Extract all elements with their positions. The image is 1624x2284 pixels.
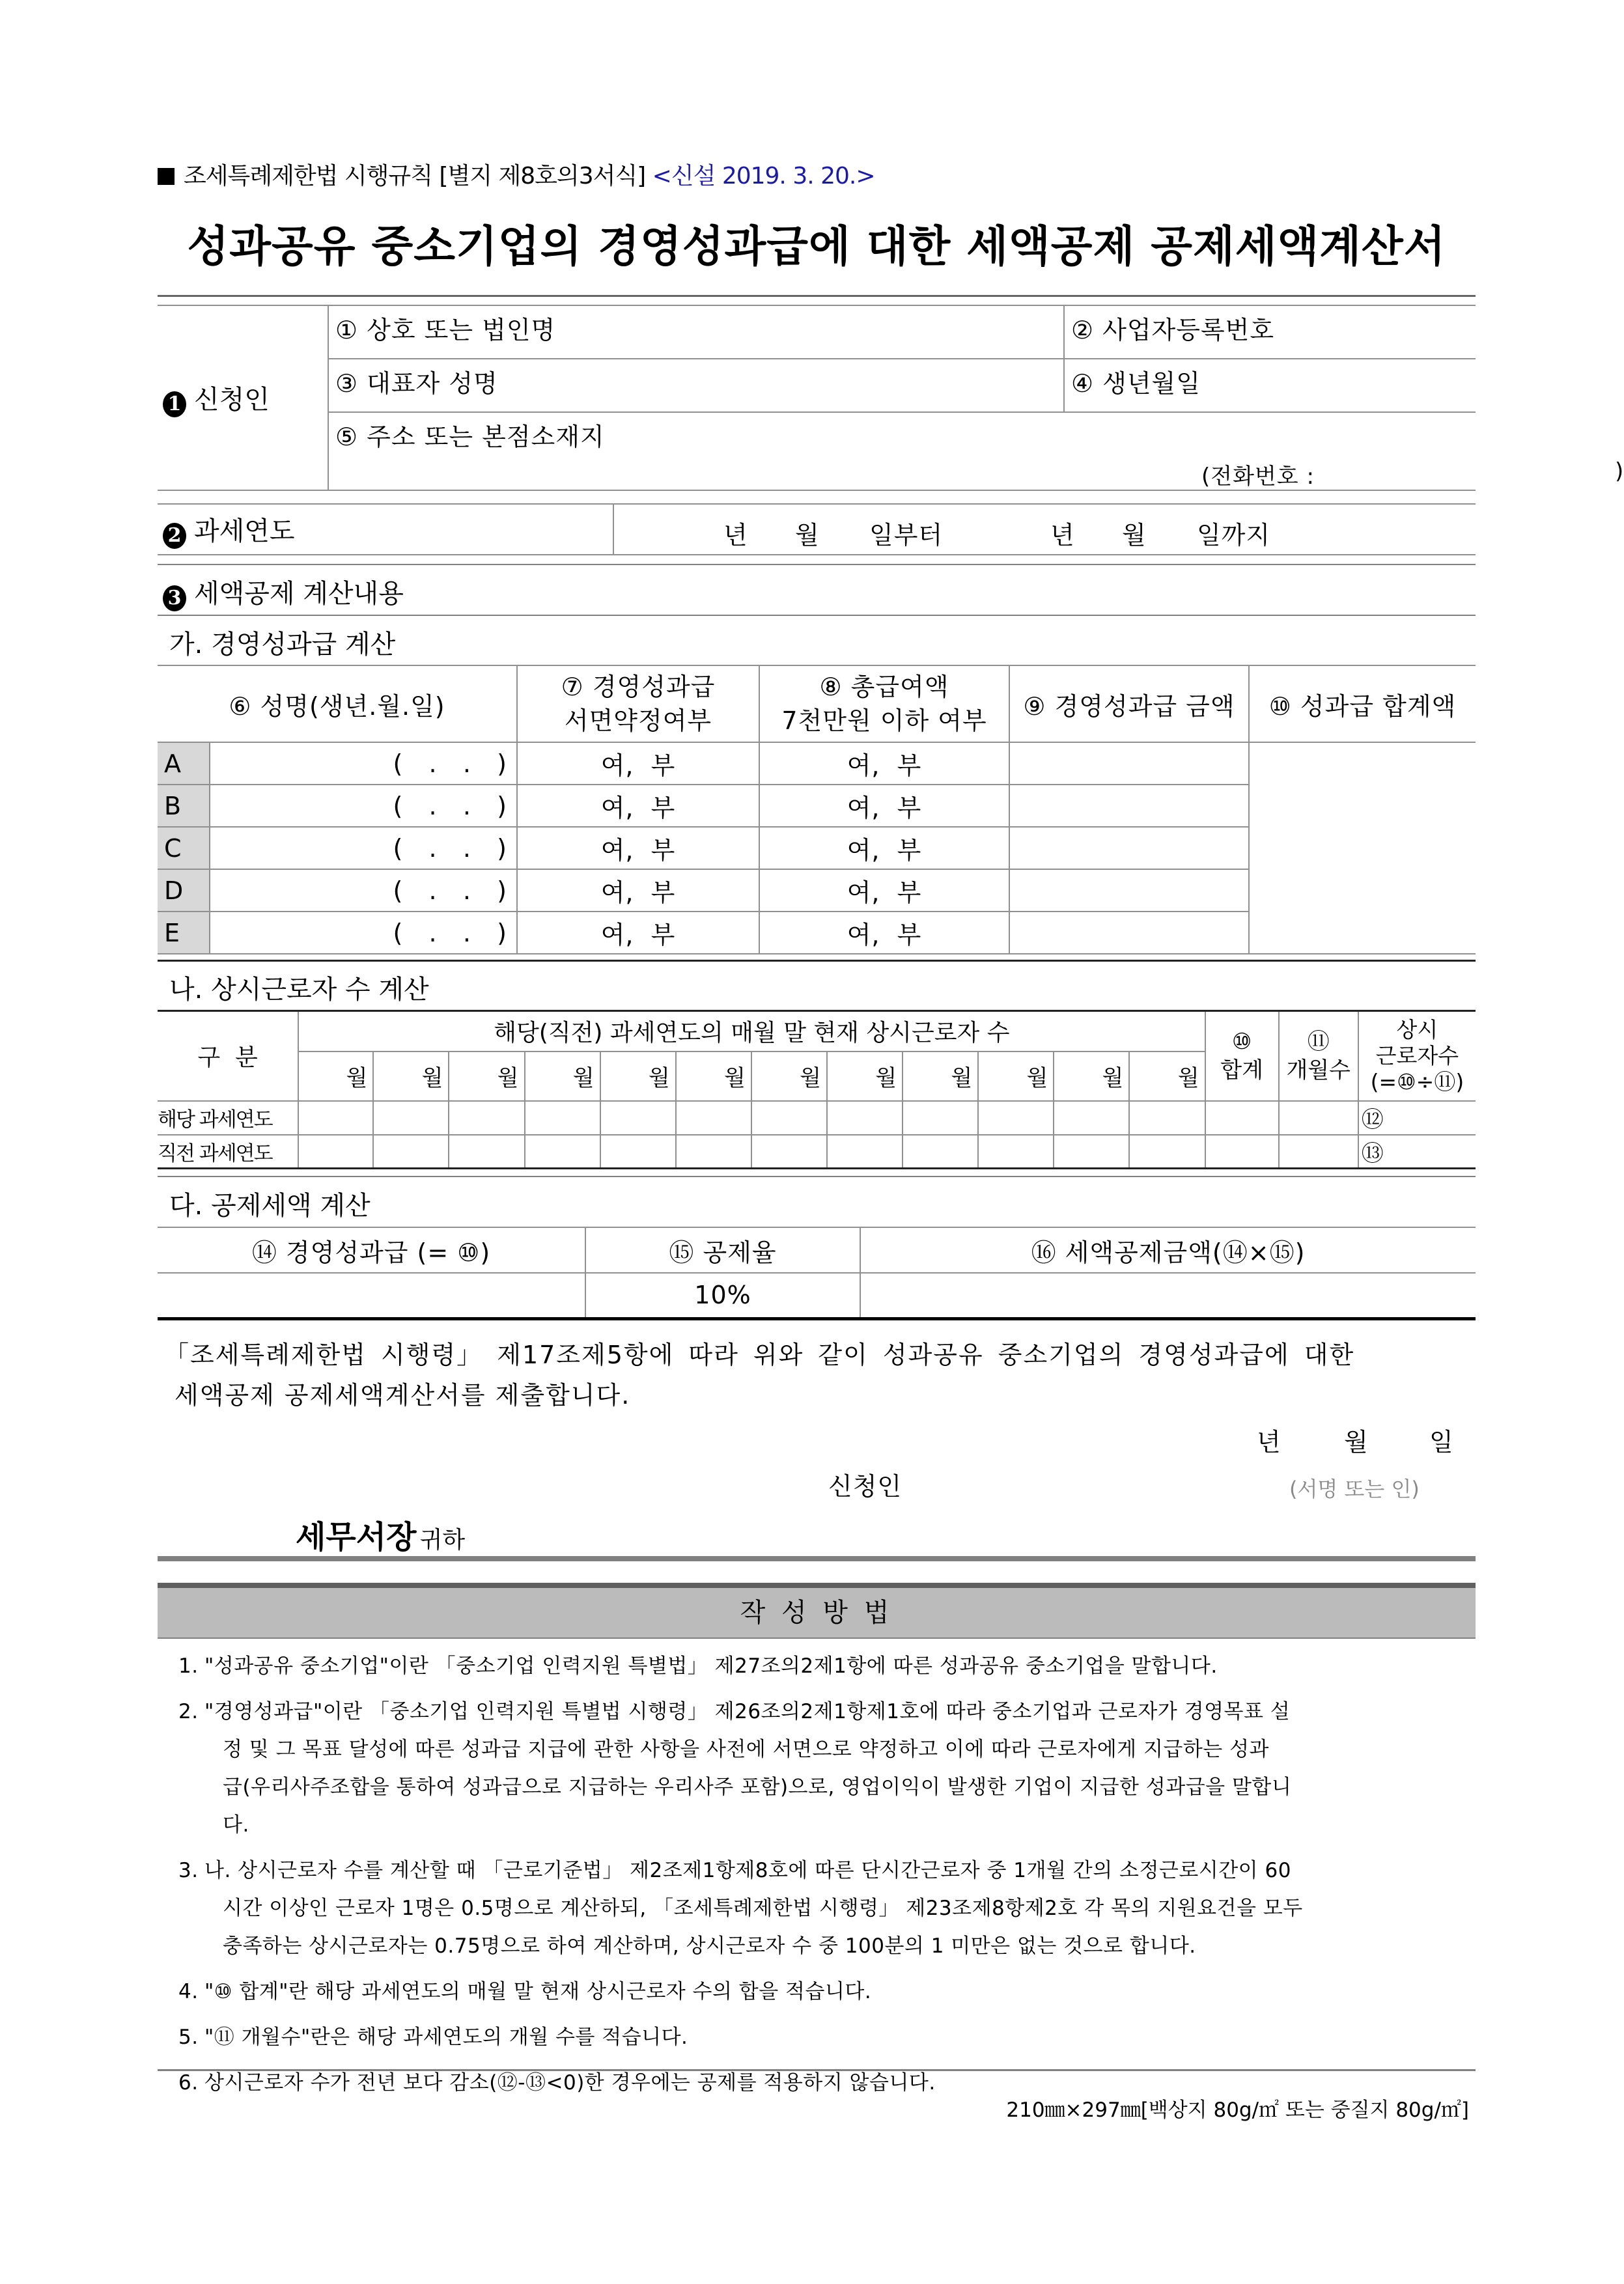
salary-threshold-cell[interactable]: 여, 부 [759,827,1009,869]
salary-threshold-cell[interactable]: 여, 부 [759,785,1009,827]
business-reg-number-field[interactable] [1064,305,1476,359]
employee-count-table [158,1010,1476,1169]
total-cell[interactable] [1205,1101,1279,1135]
applicant-label: 신청인 [194,384,270,415]
bonus-amount-cell[interactable] [1009,827,1249,869]
avg-employees-header-line3: (=⑩÷⑪) [1370,1068,1464,1094]
months-header-label: 개월수 [1286,1057,1351,1083]
row-id: B [158,785,210,827]
instruction-number: 2. [178,1700,199,1723]
to-year-label: 년 [1050,521,1075,550]
avg-employees-ref: ⑫ [1361,1107,1384,1133]
bonus-amount-cell[interactable] [1009,912,1249,954]
name-birth-cell[interactable]: ( . . ) [210,869,517,912]
month-cell[interactable] [676,1135,751,1169]
bonus-total-cell[interactable] [1249,742,1476,954]
section3-rule [158,615,1476,616]
salary-threshold-header-line2: 7천만원 이하 여부 [781,706,987,735]
monthly-count-header: 해당(직전) 과세연도의 매월 말 현재 상시근로자 수 [298,1011,1205,1051]
month-header: 월 [1129,1051,1205,1101]
row-id: A [158,742,210,785]
amendment-date: <신설 2019. 3. 20.> [652,163,875,189]
phone-close-paren: ) [1615,458,1624,484]
month-header: 월 [903,1051,978,1101]
month-cell[interactable] [600,1135,676,1169]
avg-employees-header-line1: 상시 [1396,1016,1438,1042]
company-name-label: ① 상호 또는 법인명 [335,316,556,344]
from-day-label: 일부터 [869,521,944,550]
month-header: 월 [525,1051,600,1101]
name-birth-cell[interactable]: ( . . ) [210,827,517,869]
instruction-item [158,2018,1476,2056]
from-month-label: 월 [795,521,820,550]
row-id: D [158,869,210,912]
avg-employees-header [1358,1011,1476,1101]
month-cell[interactable] [449,1135,524,1169]
month-header: 월 [1054,1051,1129,1101]
top-rule [158,295,1476,297]
instruction-line: "⑪ 개월수"란은 해당 과세연도의 개월 수를 적습니다. [204,2026,688,2049]
signature-placeholder[interactable]: (서명 또는 인) [1289,1477,1420,1501]
tax-deduction-table [158,1227,1476,1320]
month-cell[interactable] [827,1101,903,1135]
month-header: 월 [298,1051,373,1101]
form-title: 성과공유 중소기업의 경영성과급에 대한 세액공제 공제세액계산서 [187,221,1446,272]
section-number-badge: 2 [163,523,186,549]
month-cell[interactable] [827,1135,903,1169]
month-cell[interactable] [1129,1101,1205,1135]
applicant-table [158,305,1624,491]
bonus-amount-cell[interactable] [1009,869,1249,912]
category-header: 구 분 [158,1011,298,1101]
birth-date-label: ④ 생년월일 [1071,369,1201,398]
instruction-item [158,1852,1476,1965]
table-row [158,1135,1476,1169]
declaration-day-label: 일 [1429,1428,1454,1456]
month-cell[interactable] [525,1101,600,1135]
deduction-rate-header: ⑮ 공제율 [585,1227,860,1273]
name-birth-cell[interactable]: ( . . ) [210,912,517,954]
company-name-field[interactable] [328,305,1064,359]
row-id: C [158,827,210,869]
avg-employees-cell[interactable] [1358,1101,1476,1135]
month-cell[interactable] [373,1101,449,1135]
from-year-label: 년 [723,521,748,550]
deduction-section-label: 세액공제 계산내용 [194,579,404,609]
month-header: 월 [978,1051,1054,1101]
current-year-label: 해당 과세연도 [158,1101,298,1135]
birth-date-field[interactable] [1064,359,1476,412]
tax-year-period-field[interactable] [613,504,1476,555]
instructions-bottom-rule [158,2069,1476,2071]
table-row [158,1101,1476,1135]
instruction-line: 나. 상시근로자 수를 계산할 때 「근로기준법」 제2조제1항제8호에 따른 단시간근로자 중 1개월 간의 소정근로시간이 60 [204,1859,1291,1882]
paper-spec: 210㎜×297㎜[백상지 80g/㎡ 또는 중질지 80g/㎡] [1006,2098,1469,2122]
written-agreement-cell[interactable]: 여, 부 [517,827,759,869]
bonus-amount-cell[interactable] [1009,742,1249,785]
month-cell[interactable] [1054,1135,1129,1169]
subsection-b-title: 나. 상시근로자 수 계산 [169,975,429,1005]
declaration-line1: 「조세특례제한법 시행령」 제17조제5항에 따라 위와 같이 성과공유 중소기업의 경영성과급에 대한 [164,1341,1355,1369]
section3-top-rule [158,564,1476,565]
salary-threshold-cell[interactable]: 여, 부 [759,869,1009,912]
month-cell[interactable] [373,1135,449,1169]
instruction-line: 상시근로자 수가 전년 보다 감소(⑫-⑬<0)한 경우에는 공제를 적용하지 않습니다. [204,2071,936,2095]
deduction-amount-cell[interactable] [860,1273,1476,1318]
subsection-a-title: 가. 경영성과급 계산 [169,630,396,660]
tax-year-label: 과세연도 [194,516,295,546]
month-header: 월 [827,1051,903,1101]
month-cell[interactable] [903,1135,978,1169]
month-cell[interactable] [978,1135,1054,1169]
month-header: 월 [676,1051,751,1101]
declaration-year-label: 년 [1257,1428,1281,1456]
total-cell[interactable] [1205,1135,1279,1169]
month-header: 월 [600,1051,676,1101]
instruction-line: 시간 이상인 근로자 1명은 0.5명으로 계산하되, 「조세특례제한법 시행령」 제23조제8항제2호 각 목의 지원요건을 모두 [223,1897,1303,1920]
deduction-section-heading [163,573,404,611]
prior-year-label: 직전 과세연도 [158,1135,298,1169]
bonus-amount-header-text: ⑨ 경영성과급 금액 [1023,691,1235,721]
row-id: E [158,912,210,954]
month-cell[interactable] [298,1101,373,1135]
instruction-line: 급(우리사주조합을 통하여 성과급으로 지급하는 우리사주 포함)으로, 영업이익이 발생한 기업이 지급한 성과급을 말합니 [223,1776,1292,1799]
name-birth-header [158,665,517,742]
salary-threshold-header [759,665,1009,742]
instruction-line: "경영성과급"이란 「중소기업 인력지원 특별법 시행령」 제26조의2제1항제1호에 따라 중소기업과 근로자가 경영목표 설 [204,1700,1291,1723]
month-cell[interactable] [1129,1135,1205,1169]
total-header-num: ⑩ [1231,1028,1252,1055]
written-agreement-cell[interactable]: 여, 부 [517,912,759,954]
instruction-item [158,1973,1476,2011]
total-header-label: 합계 [1220,1057,1263,1083]
subsection-c-title: 다. 공제세액 계산 [169,1191,371,1221]
deduction-amount-header: ⑯ 세액공제금액(⑭×⑮) [860,1227,1476,1273]
month-header: 월 [373,1051,449,1101]
recipient-line [296,1512,465,1557]
written-agreement-header-line2: 서면약정여부 [564,706,712,735]
recipient-suffix: 귀하 [419,1527,466,1553]
written-agreement-cell[interactable]: 여, 부 [517,785,759,827]
instructions-top-rule [158,1556,1476,1561]
written-agreement-header-line1: ⑦ 경영성과급 [561,673,716,701]
applicant-signature-label: 신청인 [828,1472,903,1501]
instruction-item [158,1647,1476,1685]
address-field[interactable] [328,412,1624,490]
name-birth-header-text: ⑥ 성명(생년.월.일) [229,691,445,721]
instruction-line: 정 및 그 목표 달성에 따른 성과급 지급에 관한 사항을 사전에 서면으로 약정하고 이에 따라 근로자에게 지급하는 성과 [223,1738,1269,1761]
instruction-number: 3. [178,1859,199,1882]
month-cell[interactable] [525,1135,600,1169]
table-row [158,742,1476,785]
instruction-line: "성과공유 중소기업"이란 「중소기업 인력지원 특별법」 제27조의2제1항에 따른 성과공유 중소기업을 말합니다. [204,1654,1218,1678]
month-cell[interactable] [676,1101,751,1135]
bonus-total-header-text: ⑩ 성과급 합계액 [1268,691,1457,721]
months-cell[interactable] [1279,1135,1358,1169]
instruction-line: "⑩ 합계"란 해당 과세연도의 매월 말 현재 상시근로자 수의 합을 적습니다. [204,1980,872,2003]
representative-name-field[interactable] [328,359,1064,412]
instructions-title: 작 성 방 법 [158,1588,1476,1639]
salary-threshold-cell[interactable]: 여, 부 [759,912,1009,954]
name-birth-cell[interactable]: ( . . ) [210,785,517,827]
written-agreement-header [517,665,759,742]
month-cell[interactable] [751,1135,827,1169]
salary-threshold-cell[interactable]: 여, 부 [759,742,1009,785]
month-cell[interactable] [600,1101,676,1135]
tax-year-table [158,503,1476,555]
section-number-badge: 1 [163,391,186,417]
months-header-num: ⑪ [1307,1028,1330,1055]
legal-basis-line [158,158,875,191]
bonus-amount-cell[interactable] [1009,785,1249,827]
instruction-number: 5. [178,2026,199,2049]
declaration-month-label: 월 [1344,1428,1369,1456]
subsection-b-rule [158,960,1476,962]
salary-threshold-header-line1: ⑧ 총급여액 [819,673,949,701]
bonus-ref-header: ⑭ 경영성과급 (= ⑩) [158,1227,585,1273]
applicant-section-label [158,305,328,490]
phone-label: (전화번호 : [1201,464,1315,490]
instructions-header-rule [158,1583,1476,1588]
name-birth-cell[interactable]: ( . . ) [210,742,517,785]
month-cell[interactable] [903,1101,978,1135]
subsection-c-rule [158,1176,1476,1177]
month-cell[interactable] [751,1101,827,1135]
tax-year-section-label [158,504,613,555]
instruction-item [158,1693,1476,1844]
instruction-number: 4. [178,1980,199,2003]
month-header: 월 [751,1051,827,1101]
avg-employees-ref: ⑬ [1361,1140,1384,1167]
month-cell[interactable] [298,1135,373,1169]
bonus-calculation-table [158,665,1476,954]
month-cell[interactable] [1054,1101,1129,1135]
instruction-number: 1. [178,1654,199,1678]
month-cell[interactable] [449,1101,524,1135]
month-cell[interactable] [978,1101,1054,1135]
month-header: 월 [449,1051,524,1101]
months-cell[interactable] [1279,1101,1358,1135]
section-number-badge: 3 [163,585,186,611]
avg-employees-header-line2: 근로자수 [1375,1042,1459,1068]
avg-employees-cell[interactable] [1358,1135,1476,1169]
instructions-list [158,1647,1476,2102]
declaration-line2: 세액공제 공제세액계산서를 제출합니다. [175,1381,631,1410]
instruction-number: 6. [178,2071,199,2095]
written-agreement-cell[interactable]: 여, 부 [517,742,759,785]
bonus-total-header [1249,665,1476,742]
legal-basis: 조세특례제한법 시행규칙 [별지 제8호의3서식] [184,163,646,189]
months-header [1279,1011,1358,1101]
to-month-label: 월 [1122,521,1147,550]
square-bullet-icon [158,168,175,185]
instruction-line: 충족하는 상시근로자는 0.75명으로 하여 계산하며, 상시근로자 수 중 100분의 1 미만은 없는 것으로 합니다. [223,1934,1196,1958]
to-day-label: 일까지 [1197,521,1271,550]
written-agreement-cell[interactable]: 여, 부 [517,869,759,912]
instruction-line: 다. [223,1813,249,1837]
recipient-title: 세무서장 [296,1519,417,1555]
total-header [1205,1011,1279,1101]
bonus-amount-header [1009,665,1249,742]
deduction-rate-value: 10% [585,1273,860,1318]
representative-name-label: ③ 대표자 성명 [335,369,498,398]
business-reg-number-label: ② 사업자등록번호 [1071,316,1275,344]
address-label: ⑤ 주소 또는 본점소재지 [335,423,605,451]
bonus-ref-cell[interactable] [158,1273,585,1318]
